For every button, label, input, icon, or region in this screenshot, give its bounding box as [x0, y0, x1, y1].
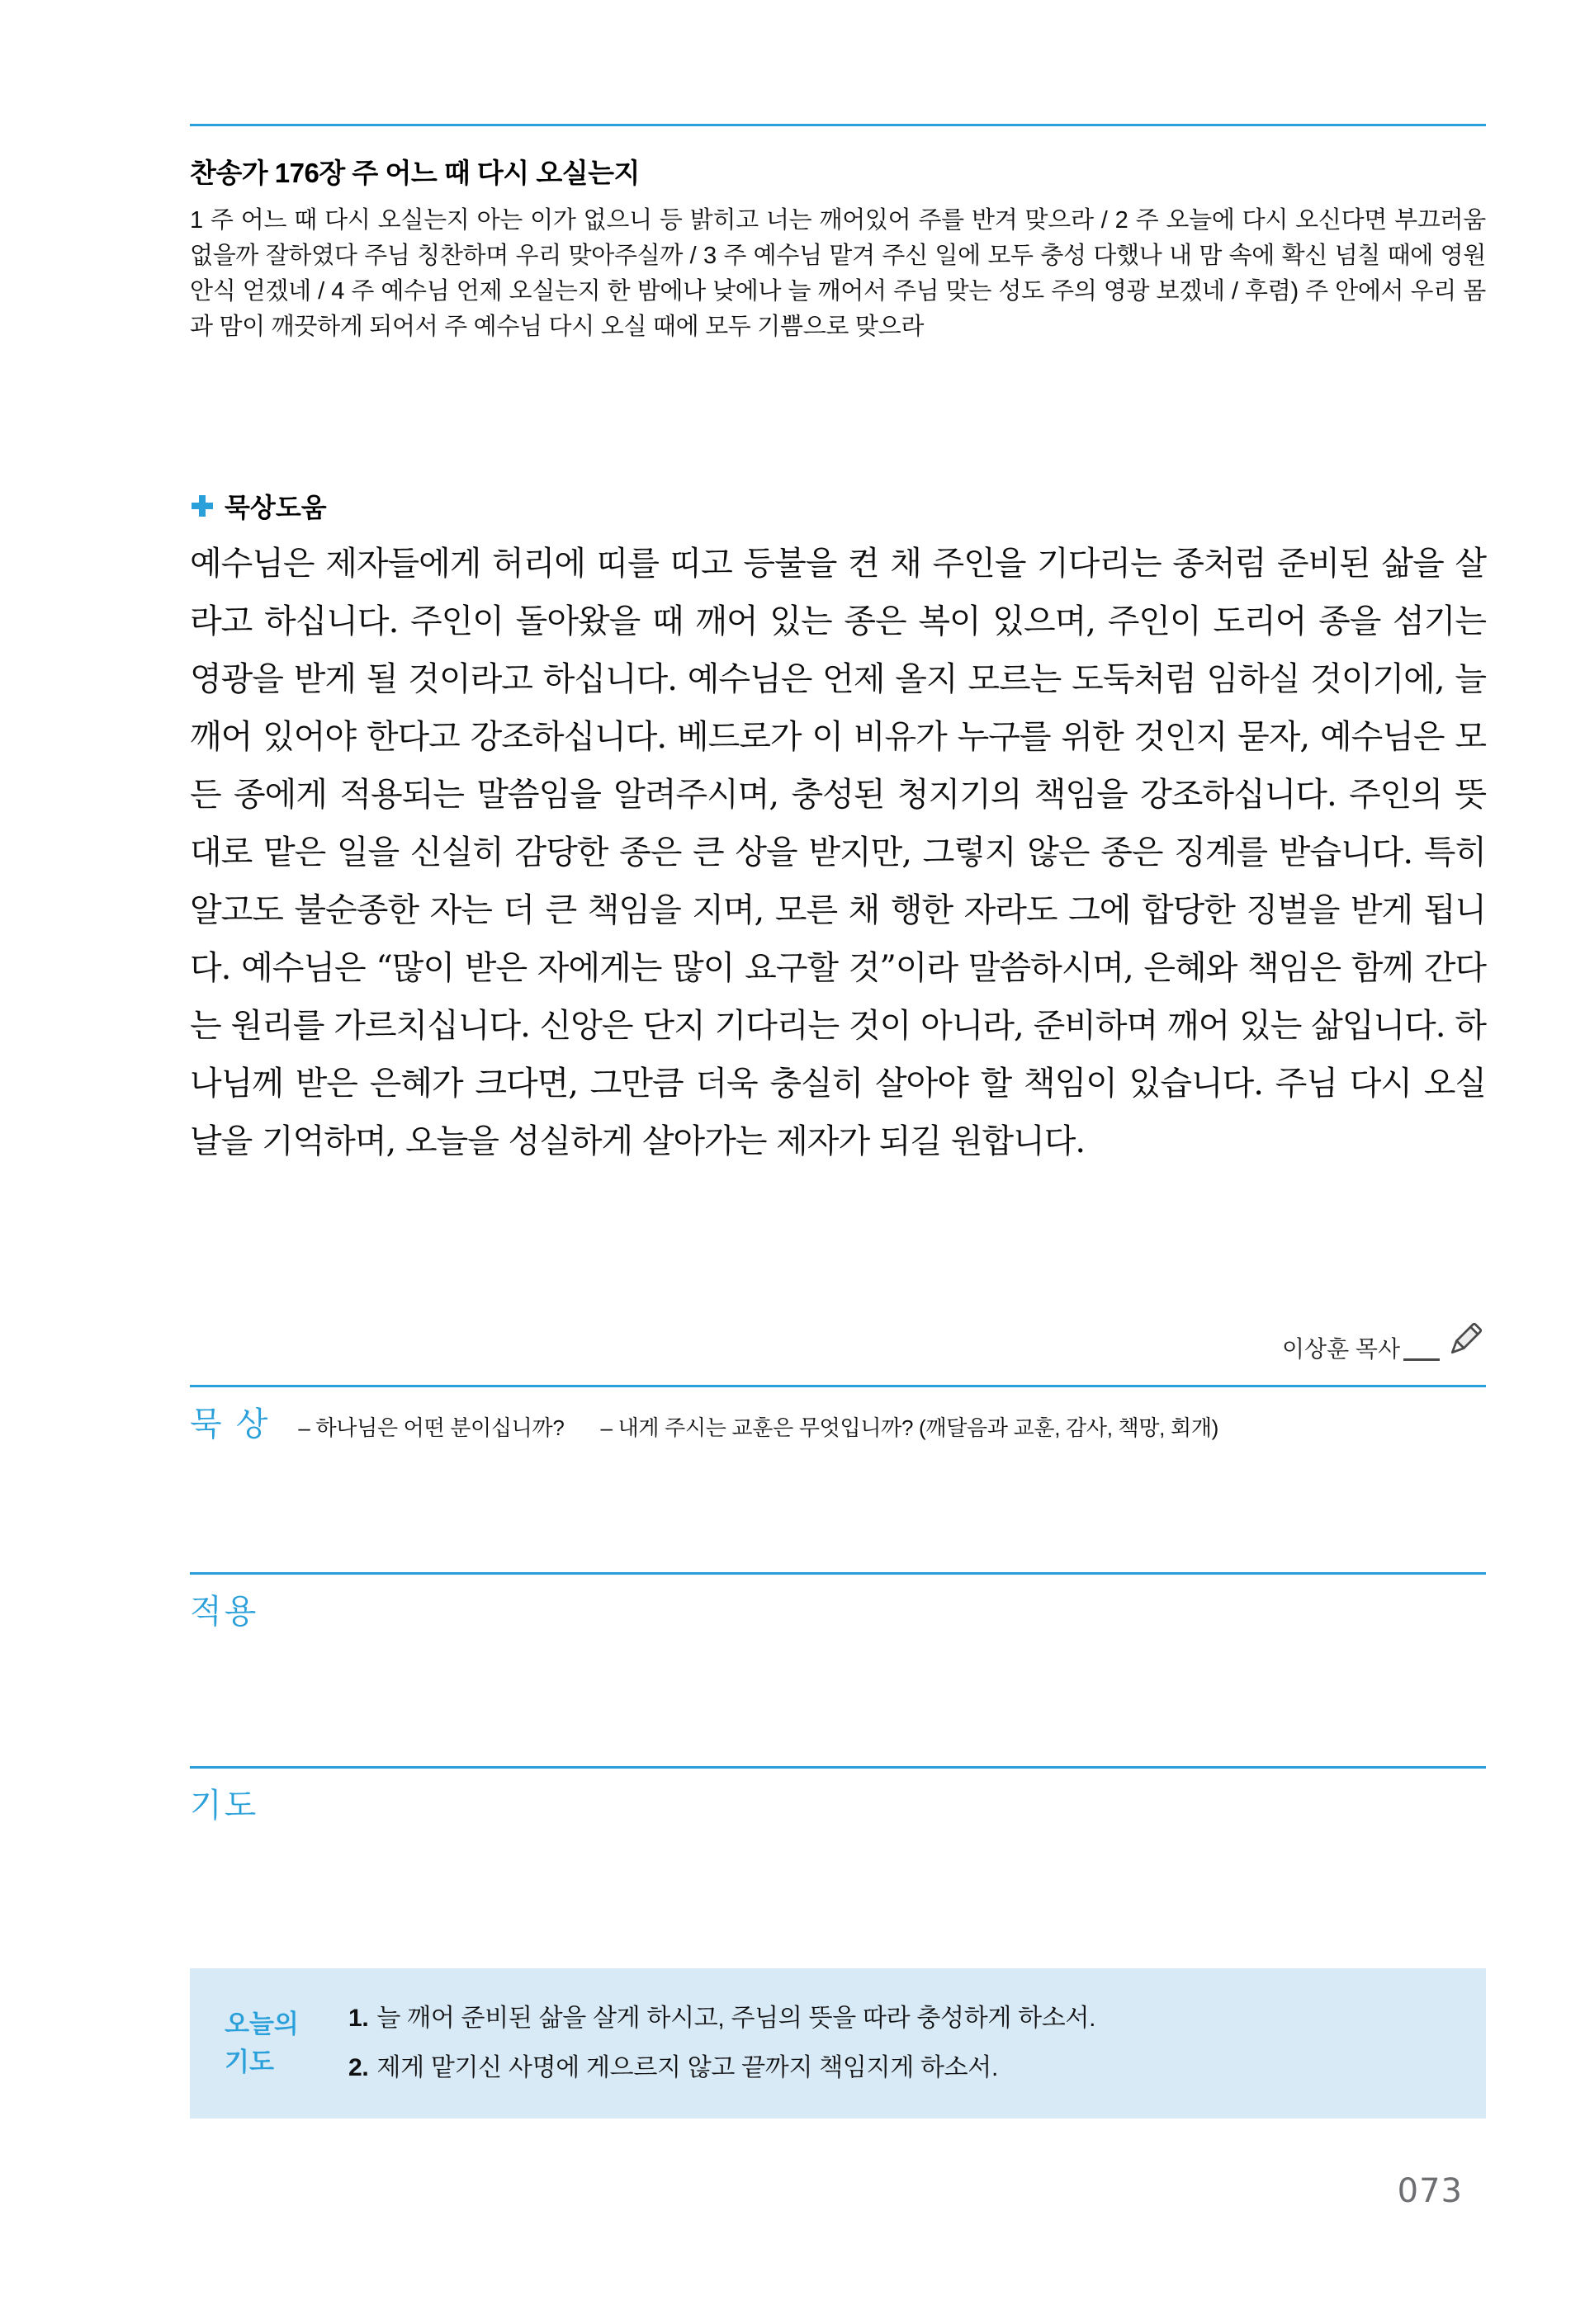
meditation-question-1: – 하나님은 어떤 분이십니까?	[298, 1415, 565, 1440]
hymn-title: 찬송가 176장 주 어느 때 다시 오실는지	[190, 158, 640, 188]
today-prayer-label-line2: 기도	[225, 2048, 274, 2076]
page-content	[190, 0, 1486, 2324]
today-prayer-item-2-number: 2.	[348, 2054, 369, 2081]
prayer-label: 기도	[190, 1788, 259, 1824]
application-divider	[190, 1572, 1486, 1575]
meditation-help-body: 예수님은 제자들에게 허리에 띠를 띠고 등불을 켠 채 주인을 기다리는 종처럼 준비된 삶을 살라고 하십니다. 주인이 돌아왔을 때 깨어 있는 종은 복이 있으며, 주인이 도리어 종을 섬기는 영광을 받게 될 것이라고 하십니다. 예수님은 언제 올지 모르는 도둑처럼 임하실 것이기에, 늘 깨어 있어야 한다고 강조하십니다. 베드로가 이 비유가 누구를 위한 것인지 묻자, 예수님은 모든 종에게 적용되는 말씀임을 알려주시며, 충성된 청지기의 책임을 강조하십니다. 주인의 뜻대로 맡은 일을 신실히 감당한 종은 큰 상을 받지만, 그렇지 않은 종은 징계를 받습니다. 특히 알고도 불순종한 자는 더 큰 책임을 지며, 모른 채 행한 자라도 그에 합당한 징벌을 받게 됩니다. 예수님은 “많이 받은 자에게는 많이 요구할 것”이라 말씀하시며, 은혜와 책임은 함께 간다는 원리를 가르치십니다. 신앙은 단지 기다리는 것이 아니라, 준비하며 깨어 있는 삶입니다. 하나님께 받은 은혜가 크다면, 그만큼 더욱 충실히 살아야 할 책임이 있습니다. 주님 다시 오실 날을 기억하며, 오늘을 성실하게 살아가는 제자가 되길 원합니다.	[190, 545, 1486, 1160]
prayer-section	[190, 1779, 1486, 1826]
page-number: 073	[1397, 2172, 1463, 2210]
top-divider	[190, 124, 1486, 126]
today-prayer-label-line1: 오늘의	[225, 2010, 299, 2038]
application-section	[190, 1585, 1486, 1632]
application-label: 적용	[190, 1594, 259, 1630]
meditation-label: 묵 상	[190, 1406, 271, 1443]
pencil-icon	[1443, 1319, 1486, 1367]
meditation-question-2: – 내게 주시는 교훈은 무엇입니까? (깨달음과 교훈, 감사, 책망, 회개)	[600, 1415, 1219, 1440]
author-row	[1282, 1319, 1486, 1369]
today-prayer-items	[348, 1994, 1486, 2093]
meditation-help-header	[190, 487, 327, 525]
today-prayer-item-1-text: 늘 깨어 준비된 삶을 살게 하시고, 주님의 뜻을 따라 충성하게 하소서.	[376, 2005, 1096, 2032]
plus-icon	[190, 494, 215, 518]
today-prayer-item-2-text: 제게 맡기신 사명에 게으르지 않고 끝까지 책임지게 하소서.	[376, 2054, 999, 2081]
meditation-help-label: 묵상도움	[225, 493, 327, 522]
prayer-divider	[190, 1766, 1486, 1769]
today-prayer-item-1	[348, 1994, 1486, 2043]
today-prayer-box	[190, 1968, 1486, 2119]
today-prayer-item-2	[348, 2043, 1486, 2093]
author-name: 이상훈 목사	[1281, 1336, 1400, 1362]
today-prayer-label	[225, 2005, 348, 2081]
signature-line	[1403, 1358, 1440, 1361]
meditation-divider	[190, 1385, 1486, 1387]
hymn-lyrics: 1 주 어느 때 다시 오실는지 아는 이가 없으니 등 밝히고 너는 깨어있어 주를 반겨 맞으라 / 2 주 오늘에 다시 오신다면 부끄러움 없을까 잘하였다 주님 칭찬하며 우리 맞아주실까 / 3 주 예수님 맡겨 주신 일에 모두 충성 다했나 내 맘 속에 확신 넘칠 때에 영원 안식 얻겠네 / 4 주 예수님 언제 오실는지 한 밤에나 낮에나 늘 깨어서 주님 맞는 성도 주의 영광 보겠네 / 후렴) 주 안에서 우리 몸과 맘이 깨끗하게 되어서 주 예수님 다시 오실 때에 모두 기쁨으로 맞으라	[190, 207, 1486, 340]
meditation-section	[190, 1398, 1486, 1445]
today-prayer-item-1-number: 1.	[348, 2005, 369, 2032]
